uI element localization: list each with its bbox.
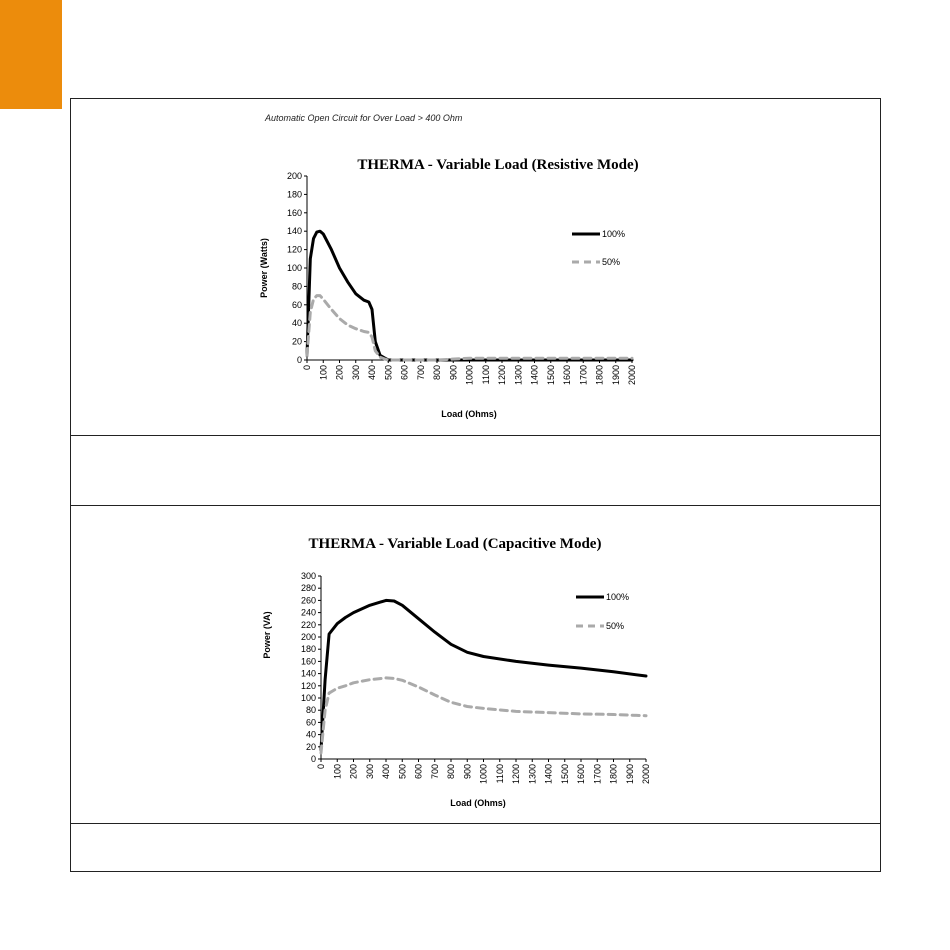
x-tick-label: 100 [318,365,329,381]
y-axis-label: Power (VA) [262,611,272,659]
y-tick-label: 0 [310,754,316,764]
x-tick-label: 500 [397,764,408,780]
x-tick-label: 800 [432,365,442,381]
legend-label: 50% [602,257,621,267]
x-tick-label: 1100 [494,764,505,784]
x-tick-label: 1000 [464,365,475,386]
y-tick-label: 140 [300,668,316,679]
x-tick-label: 1800 [608,764,619,785]
y-tick-label: 180 [300,644,316,655]
x-tick-label: 1700 [578,365,589,386]
y-tick-label: 120 [286,244,302,255]
legend-label: 50% [606,621,625,631]
y-axis-label: Power (Watts) [259,238,269,298]
x-tick-label: 500 [383,365,394,381]
x-tick-label: 1900 [624,764,635,785]
y-tick-label: 80 [305,705,316,716]
y-tick-label: 140 [286,226,302,237]
x-tick-label: 600 [413,764,424,780]
x-tick-label: 1500 [545,365,556,386]
legend-label: 100% [606,592,630,602]
x-tick-label: 2000 [641,764,651,785]
x-tick-label: 200 [334,365,345,381]
y-tick-label: 240 [300,607,316,618]
x-tick-label: 1100 [480,365,491,385]
x-tick-label: 400 [367,365,377,381]
x-tick-label: 1000 [478,764,489,785]
x-tick-label: 1900 [610,365,621,386]
x-tick-label: 1300 [527,764,538,785]
x-tick-label: 1200 [511,764,521,785]
x-tick-label: 800 [446,764,456,780]
x-tick-label: 1600 [576,764,586,785]
legend-label: 100% [602,229,626,239]
x-tick-label: 1800 [594,365,605,386]
series-line-50pct [307,296,632,360]
x-tick-label: 2000 [627,365,637,386]
y-tick-label: 40 [291,318,302,329]
x-tick-label: 100 [332,764,343,780]
x-tick-label: 900 [462,764,473,780]
chart-title: THERMA - Variable Load (Capacitive Mode) [308,536,602,552]
x-tick-label: 1700 [592,764,603,785]
x-tick-label: 300 [364,764,375,780]
x-tick-label: 200 [348,764,359,780]
y-tick-label: 80 [291,281,302,292]
y-tick-label: 60 [291,299,302,310]
y-tick-label: 60 [305,717,316,728]
x-tick-label: 1500 [559,764,570,785]
x-tick-label: 1300 [513,365,524,386]
chart-title: THERMA - Variable Load (Resistive Mode) [357,157,639,173]
series-line-100pct [307,231,632,360]
y-tick-label: 0 [296,355,302,365]
y-tick-label: 260 [300,595,316,606]
x-tick-label: 900 [448,365,459,381]
x-tick-label: 0 [316,764,326,770]
y-tick-label: 180 [286,189,302,200]
y-tick-label: 200 [300,632,316,642]
x-tick-label: 700 [415,365,426,381]
series-line-100pct [321,600,646,750]
y-tick-label: 160 [300,656,316,667]
y-tick-label: 300 [300,571,316,581]
x-tick-label: 0 [302,365,312,371]
x-tick-label: 1400 [543,764,554,785]
y-tick-label: 20 [291,336,302,347]
y-tick-label: 200 [286,171,302,181]
x-tick-label: 700 [429,764,440,780]
overload-note: Automatic Open Circuit for Over Load > 400 Ohm [265,113,463,123]
y-tick-label: 20 [305,741,316,752]
x-axis-label: Load (Ohms) [450,798,506,808]
y-tick-label: 40 [305,729,316,740]
y-tick-label: 120 [300,680,316,691]
x-axis-label: Load (Ohms) [441,409,497,419]
y-tick-label: 160 [286,207,302,218]
y-tick-label: 220 [300,619,316,630]
x-tick-label: 1600 [562,365,572,386]
series-line-50pct [321,678,646,753]
x-tick-label: 300 [350,365,361,381]
x-tick-label: 400 [381,764,391,780]
y-tick-label: 100 [300,693,316,703]
y-tick-label: 280 [300,583,316,594]
x-tick-label: 1200 [497,365,507,386]
x-tick-label: 600 [399,365,410,381]
x-tick-label: 1400 [529,365,540,386]
y-tick-label: 100 [286,263,302,273]
